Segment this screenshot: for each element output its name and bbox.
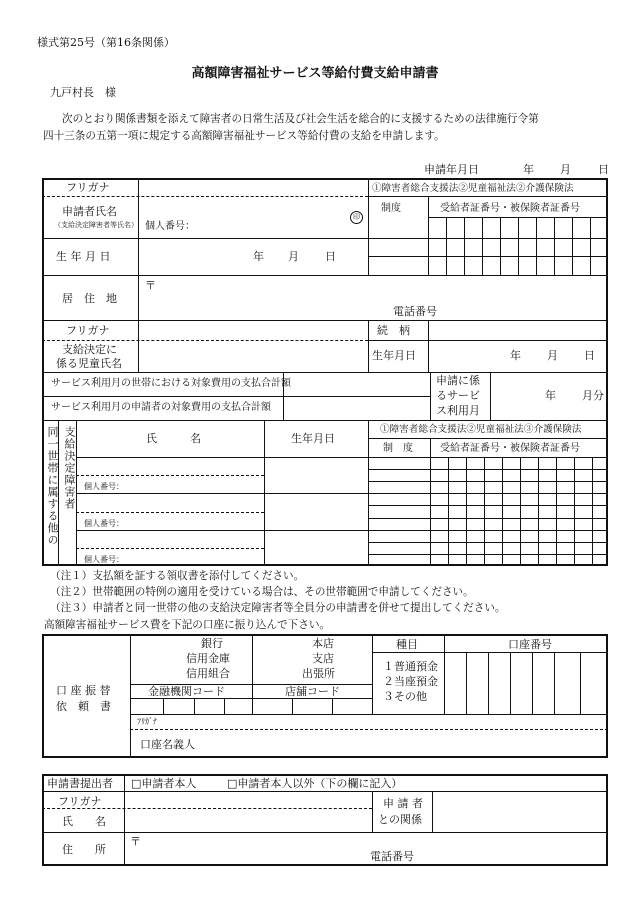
note-3: （注３）申請者と同一世帯の他の支給決定障害者等全員分の申請書を併せて提出してください。 [50, 602, 506, 614]
branch-option-honten: 本店 [312, 637, 334, 650]
service-month-label-1: 申請に係 [436, 374, 480, 387]
application-date-day: 日 [598, 163, 609, 176]
application-date-label: 申請年月日 [424, 163, 479, 176]
service-month-year: 年 [545, 389, 556, 402]
household-personal-number-3: 個人番号： [84, 555, 124, 564]
birthdate-month: 月 [288, 250, 299, 263]
branch-option-shucho: 出張所 [302, 667, 335, 680]
applicant-cert-label: 受給者証番号・被保険者証番号 [440, 203, 580, 214]
submitter-relation-label-2: との関係 [378, 813, 422, 826]
household-total-label: サービス利用月の世帯における対象費用の支払合計額 [51, 378, 291, 389]
account-holder-field[interactable] [253, 730, 607, 757]
applicant-total-label: サービス利用月の申請者の対象費用の支払合計額 [51, 402, 271, 413]
account-type-1: １普通預金 [383, 660, 438, 673]
service-month-label-3: ス利用月 [436, 404, 480, 417]
submitter-name-field[interactable] [125, 809, 371, 831]
bank-label-2: 依 頼 書 [56, 700, 111, 713]
household-birthdate-label: 生年月日 [291, 432, 335, 445]
birthdate-label: 生 年 月 日 [56, 250, 111, 263]
child-birthdate-label: 生年月日 [372, 349, 416, 362]
submitter-name-label: 氏 名 [62, 815, 106, 828]
application-date-year: 年 [523, 163, 534, 176]
service-month-label-2: るサービ [436, 389, 480, 402]
submitter-postal-mark: 〒 [130, 835, 141, 848]
intro-line-2: 四十三条の五第一項に規定する高額障害福祉サービス等給付費の支給を申請します。 [43, 130, 445, 142]
household-cert-label: 受給者証番号・被保険者証番号 [440, 443, 580, 454]
branch-code-label: 店舗コード [285, 685, 340, 698]
address-field[interactable] [139, 276, 607, 320]
account-type-label: 種目 [396, 638, 418, 651]
submitter-relation-label-1: 申 請 者 [383, 797, 423, 810]
seal-icon: 印 [350, 211, 363, 224]
bank-code-label: 金融機関コード [148, 685, 225, 698]
account-type-2: ２当座預金 [383, 675, 438, 688]
submitter-option-self[interactable]: □申請者本人 [131, 777, 197, 790]
form-title: 高額障害福祉サービス等給付費支給申請書 [191, 66, 439, 81]
child-birthdate-month: 月 [547, 349, 558, 362]
submitter-furigana-label: フリガナ [58, 795, 102, 808]
child-furigana-label: フリガナ [66, 324, 110, 337]
intro-line-1: 次のとおり関係書類を添えて障害者の日常生活及び社会生活を総合的に支援するための法律施行令第 [62, 113, 539, 125]
relationship-label: 続 柄 [377, 324, 410, 337]
child-birthdate-year: 年 [510, 349, 521, 362]
submitter-label: 申請書提出者 [47, 777, 113, 790]
household-system-label: 制 度 [383, 443, 413, 454]
note-1: （注１）支払額を証する領収書を添付してください。 [50, 570, 305, 582]
account-type-3: ３その他 [383, 690, 427, 703]
submitter-address-label: 住 所 [62, 843, 106, 856]
child-birthdate-day: 日 [584, 349, 595, 362]
service-month-unit: 月分 [582, 389, 604, 402]
bank-intro: 高額障害福祉サービス費を下記の口座に振り込んで下さい。 [44, 619, 331, 631]
applicant-system-label: 制度 [381, 203, 401, 214]
bank-option-bank: 銀行 [201, 637, 223, 650]
bank-label-1: 口 座 振 替 [56, 684, 111, 697]
applicant-name-label: 申請者氏名 [62, 205, 117, 218]
account-holder-label: 口座名義人 [140, 738, 195, 751]
household-side-label-a: 同一世帯に属する他の [46, 426, 59, 546]
submitter-phone-label: 電話番号 [370, 850, 414, 863]
applicant-law-note: ①障害者総合支援法②児童福祉法②介護保険法 [372, 183, 574, 194]
child-name-label-2: 係る児童氏名 [56, 357, 122, 370]
birthdate-day: 日 [325, 250, 336, 263]
bank-option-kumiai: 信用組合 [186, 667, 230, 680]
submitter-address-field[interactable] [125, 833, 607, 865]
applicant-name-sublabel: （支給決定障害者等氏名） [54, 221, 138, 229]
household-name-label: 氏 名 [146, 432, 201, 445]
application-date-month: 月 [560, 163, 571, 176]
holder-furigana-label: ﾌﾘｶﾞﾅ [137, 717, 157, 726]
address-phone-label: 電話番号 [393, 305, 437, 318]
bank-option-shinkin: 信用金庫 [186, 652, 230, 665]
account-number-label: 口座番号 [508, 638, 552, 651]
address-postal-mark: 〒 [145, 279, 156, 292]
child-name-label-1: 支給決定に [62, 343, 117, 356]
form-number: 様式第25号（第16条関係） [37, 36, 175, 49]
address-label: 居 住 地 [62, 292, 117, 305]
birthdate-year: 年 [253, 250, 264, 263]
household-personal-number-2: 個人番号： [84, 519, 124, 528]
household-personal-number-1: 個人番号： [84, 482, 124, 491]
household-side-label-b: 支給決定障害者 [63, 426, 76, 510]
addressee: 九戸村長 様 [50, 86, 116, 99]
household-law-note: ①障害者総合支援法②児童福祉法③介護保険法 [380, 424, 582, 435]
applicant-personal-number-label: 個人番号： [145, 221, 195, 232]
applicant-furigana-label: フリガナ [66, 181, 110, 194]
submitter-option-other[interactable]: □申請者本人以外（下の欄に記入） [227, 777, 403, 790]
branch-option-shiten: 支店 [312, 652, 334, 665]
note-2: （注２）世帯範囲の特例の適用を受けている場合は、その世帯範囲で申請してください。 [50, 586, 474, 598]
